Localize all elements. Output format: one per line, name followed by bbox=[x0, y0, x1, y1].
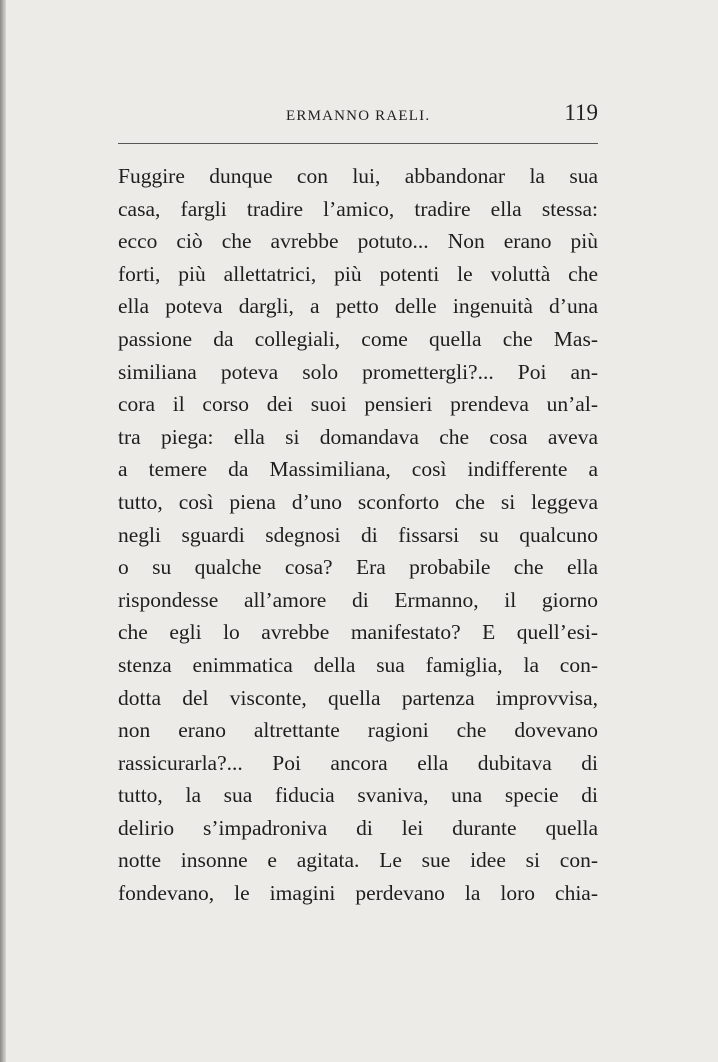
text-line: similiana poteva solo promettergli?... Poi an- bbox=[118, 359, 598, 384]
text-line: cora il corso dei suoi pensieri prendeva un’al- bbox=[118, 392, 598, 417]
text-line: tutto, la sua fiducia svaniva, una specie di bbox=[118, 783, 598, 808]
running-title: ERMANNO RAELI. bbox=[286, 108, 431, 124]
text-line: negli sguardi sdegnosi di fissarsi su qualcuno bbox=[118, 522, 598, 547]
text-line: che egli lo avrebbe manifestato? E quell’esi- bbox=[118, 620, 598, 645]
body-text bbox=[118, 160, 598, 910]
text-line: rispondesse all’amore di Ermanno, il giorno bbox=[118, 587, 598, 612]
text-line: stenza enimmatica della sua famiglia, la con- bbox=[118, 652, 598, 677]
text-line: fondevano, le imagini perdevano la loro chia- bbox=[118, 881, 598, 906]
text-line: tra piega: ella si domandava che cosa aveva bbox=[118, 424, 598, 449]
text-line: tutto, così piena d’uno sconforto che si leggeva bbox=[118, 489, 598, 514]
text-line: delirio s’impadroniva di lei durante quella bbox=[118, 815, 598, 840]
page-header bbox=[118, 100, 598, 134]
text-line: a temere da Massimiliana, così indifferente a bbox=[118, 457, 598, 482]
text-line: casa, fargli tradire l’amico, tradire ella stessa: bbox=[118, 196, 598, 221]
text-line: ecco ciò che avrebbe potuto... Non erano più bbox=[118, 229, 598, 254]
text-line: non erano altrettante ragioni che dovevano bbox=[118, 718, 598, 743]
text-line: rassicurarla?... Poi ancora ella dubitava di bbox=[118, 750, 598, 775]
page-gutter-shadow bbox=[0, 0, 6, 1062]
text-line: ella poteva dargli, a petto delle ingenuità d’una bbox=[118, 294, 598, 319]
header-rule bbox=[118, 143, 598, 144]
page-number: 119 bbox=[564, 100, 598, 125]
text-line: notte insonne e agitata. Le sue idee si con- bbox=[118, 848, 598, 873]
text-line: dotta del visconte, quella partenza improvvisa, bbox=[118, 685, 598, 710]
text-line: o su qualche cosa? Era probabile che ella bbox=[118, 555, 598, 580]
text-line: passione da collegiali, come quella che Mas- bbox=[118, 326, 598, 351]
text-line: forti, più allettatrici, più potenti le voluttà che bbox=[118, 261, 598, 286]
text-line: Fuggire dunque con lui, abbandonar la sua bbox=[118, 164, 598, 188]
